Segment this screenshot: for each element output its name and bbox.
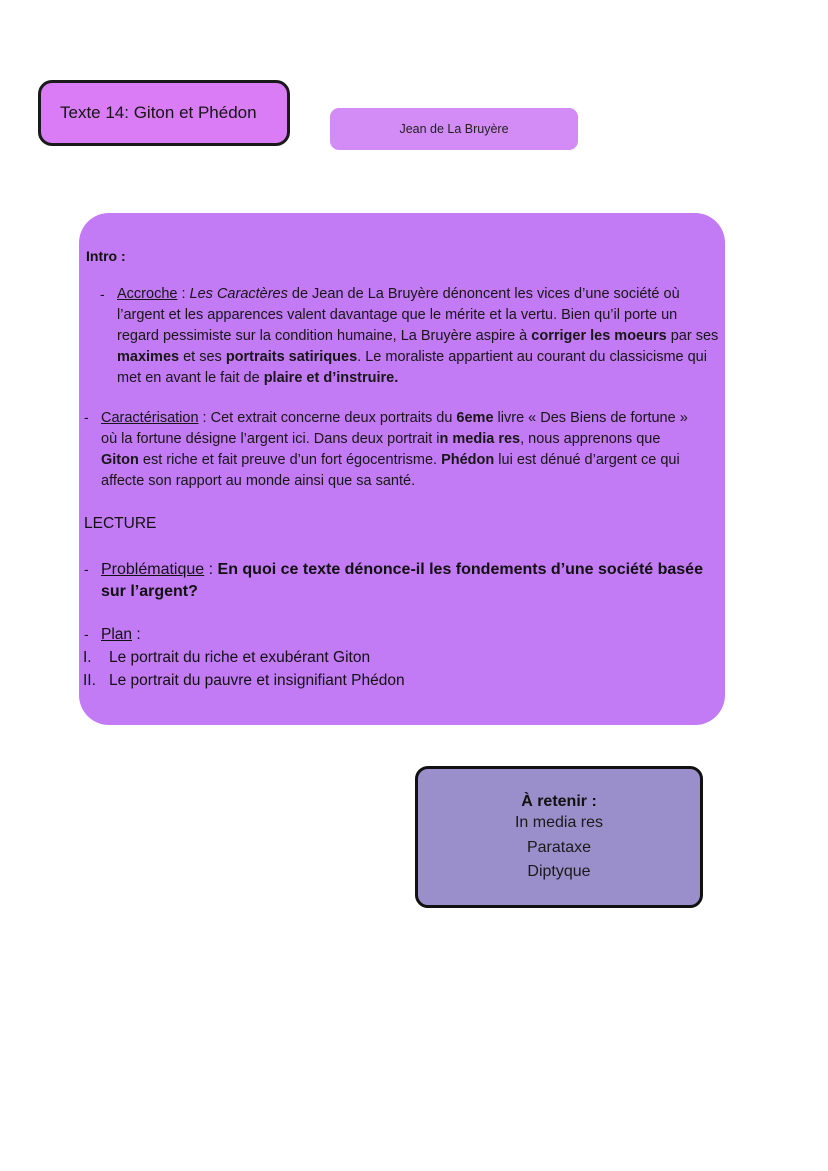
plan-heading: Plan : [101, 626, 141, 643]
problematique-label: Problématique [101, 561, 205, 578]
intro-label: Intro : [86, 248, 126, 264]
accroche-label: Accroche [117, 286, 178, 302]
plan-item-2-text: Le portrait du pauvre et insignifiant Phédon [109, 672, 405, 689]
problematique-dash: - [84, 561, 89, 577]
accroche-dash: - [100, 286, 105, 302]
caracterisation-paragraph: Caractérisation : Cet extrait concerne deux portraits du 6eme livre « Des Biens de fortune » où la fortune désigne l’argent ici. Dans deux portrait in media res, nous apprenons que Giton est riche et fait preuve d’un fort égocentrisme. Phédon lui est dénué d’argent ce qui affecte son rapport au monde ainsi que sa santé. [101, 410, 688, 489]
problematique-question: En quoi ce texte dénonce-il les fondements d’une société basée sur l’argent? [101, 561, 703, 600]
accroche-paragraph: Accroche : Les Caractères de Jean de La Bruyère dénoncent les vices d’une société où l’argent et les apparences valent davantage que le mérite et la vertu. Bien qu’il porte un regard pessimiste sur la condition humaine, La Bruyère aspire à corriger les moeurs par ses maximes et ses portraits satiriques. Le moraliste appartient au courant du classicisme qui met en avant le fait de plaire et d’instruire. [117, 286, 719, 386]
plan-dash: - [84, 626, 89, 642]
plan-item-2-number: II. [83, 672, 96, 689]
problematique-paragraph: Problématique : En quoi ce texte dénonce-il les fondements d’une société basée sur l’argent? [101, 561, 703, 600]
plan-item-1-text: Le portrait du riche et exubérant Giton [109, 649, 371, 666]
page-title-box [38, 80, 290, 146]
retain-box [415, 766, 703, 908]
page-title: Texte 14: Giton et Phédon [60, 103, 257, 122]
main-content-box [79, 213, 725, 725]
retain-title: À retenir : [521, 793, 597, 810]
caracterisation-label: Caractérisation [101, 410, 199, 426]
author-name: Jean de La Bruyère [399, 122, 509, 136]
work-title: Les Caractères [189, 286, 288, 302]
retain-item: Diptyque [527, 863, 591, 880]
author-box [330, 108, 578, 150]
retain-item: In media res [514, 814, 604, 831]
plan-label: Plan [101, 626, 133, 643]
caracterisation-dash: - [84, 409, 89, 425]
lecture-heading: LECTURE [84, 515, 157, 532]
plan-item-1-number: I. [83, 649, 92, 666]
retain-item: Parataxe [526, 838, 592, 856]
